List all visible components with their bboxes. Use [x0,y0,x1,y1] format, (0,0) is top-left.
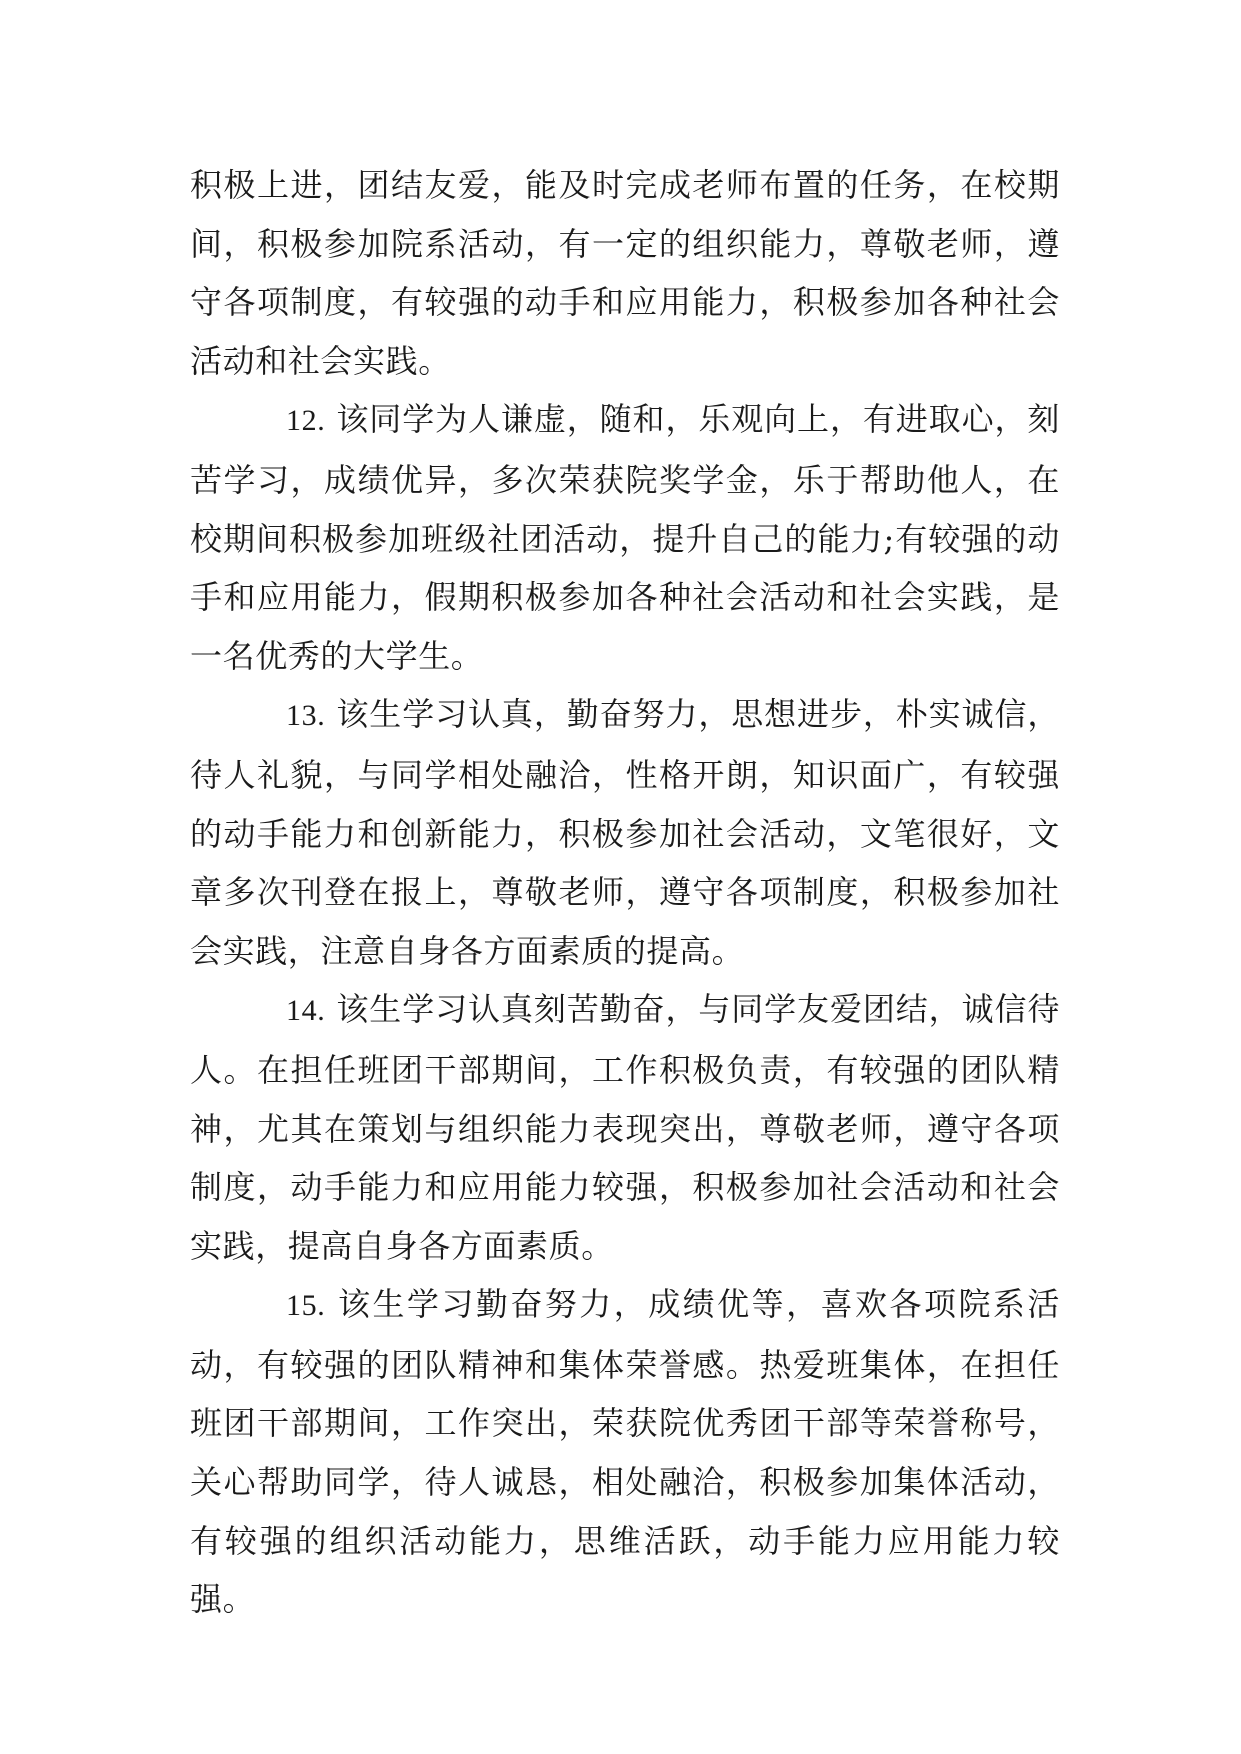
paragraph-13 [190,685,1060,980]
document-body [190,156,1060,1629]
paragraph-continuation [190,156,1060,390]
paragraph-number: 12. [286,404,326,438]
paragraph-number: 13. [286,699,326,733]
paragraph-text: 该生学习勤奋努力，成绩优等，喜欢各项院系活动，有较强的团队精神和集体荣誉感。热爱班集体，在担任班团干部期间，工作突出，荣获院优秀团干部等荣誉称号，关心帮助同学，待人诚恳，相处融洽，积极参加集体活动，有较强的组织活动能力，思维活跃，动手能力应用能力较强。 [190,1285,1060,1619]
paragraph-text: 该同学为人谦虚，随和，乐观向上，有进取心，刻苦学习，成绩优异，多次荣获院奖学金，乐于帮助他人，在校期间积极参加班级社团活动，提升自己的能力;有较强的动手和应用能力，假期积极参加各种社会活动和社会实践，是一名优秀的大学生。 [190,400,1060,675]
paragraph-number: 15. [286,1289,326,1323]
paragraph-number: 14. [286,994,326,1028]
paragraph-text: 该生学习认真刻苦勤奋，与同学友爱团结，诚信待人。在担任班团干部期间，工作积极负责，有较强的团队精神，尤其在策划与组织能力表现突出，尊敬老师，遵守各项制度，动手能力和应用能力较强，积极参加社会活动和社会实践，提高自身各方面素质。 [190,990,1060,1265]
paragraph-15 [190,1275,1060,1629]
paragraph-text: 积极上进，团结友爱，能及时完成老师布置的任务，在校期间，积极参加院系活动，有一定的组织能力，尊敬老师，遵守各项制度，有较强的动手和应用能力，积极参加各种社会活动和社会实践。 [190,166,1060,380]
paragraph-text: 该生学习认真，勤奋努力，思想进步，朴实诚信，待人礼貌，与同学相处融洽，性格开朗，知识面广，有较强的动手能力和创新能力，积极参加社会活动，文笔很好，文章多次刊登在报上，尊敬老师，遵守各项制度，积极参加社会实践，注意自身各方面素质的提高。 [190,695,1060,970]
paragraph-12 [190,390,1060,685]
paragraph-14 [190,980,1060,1275]
